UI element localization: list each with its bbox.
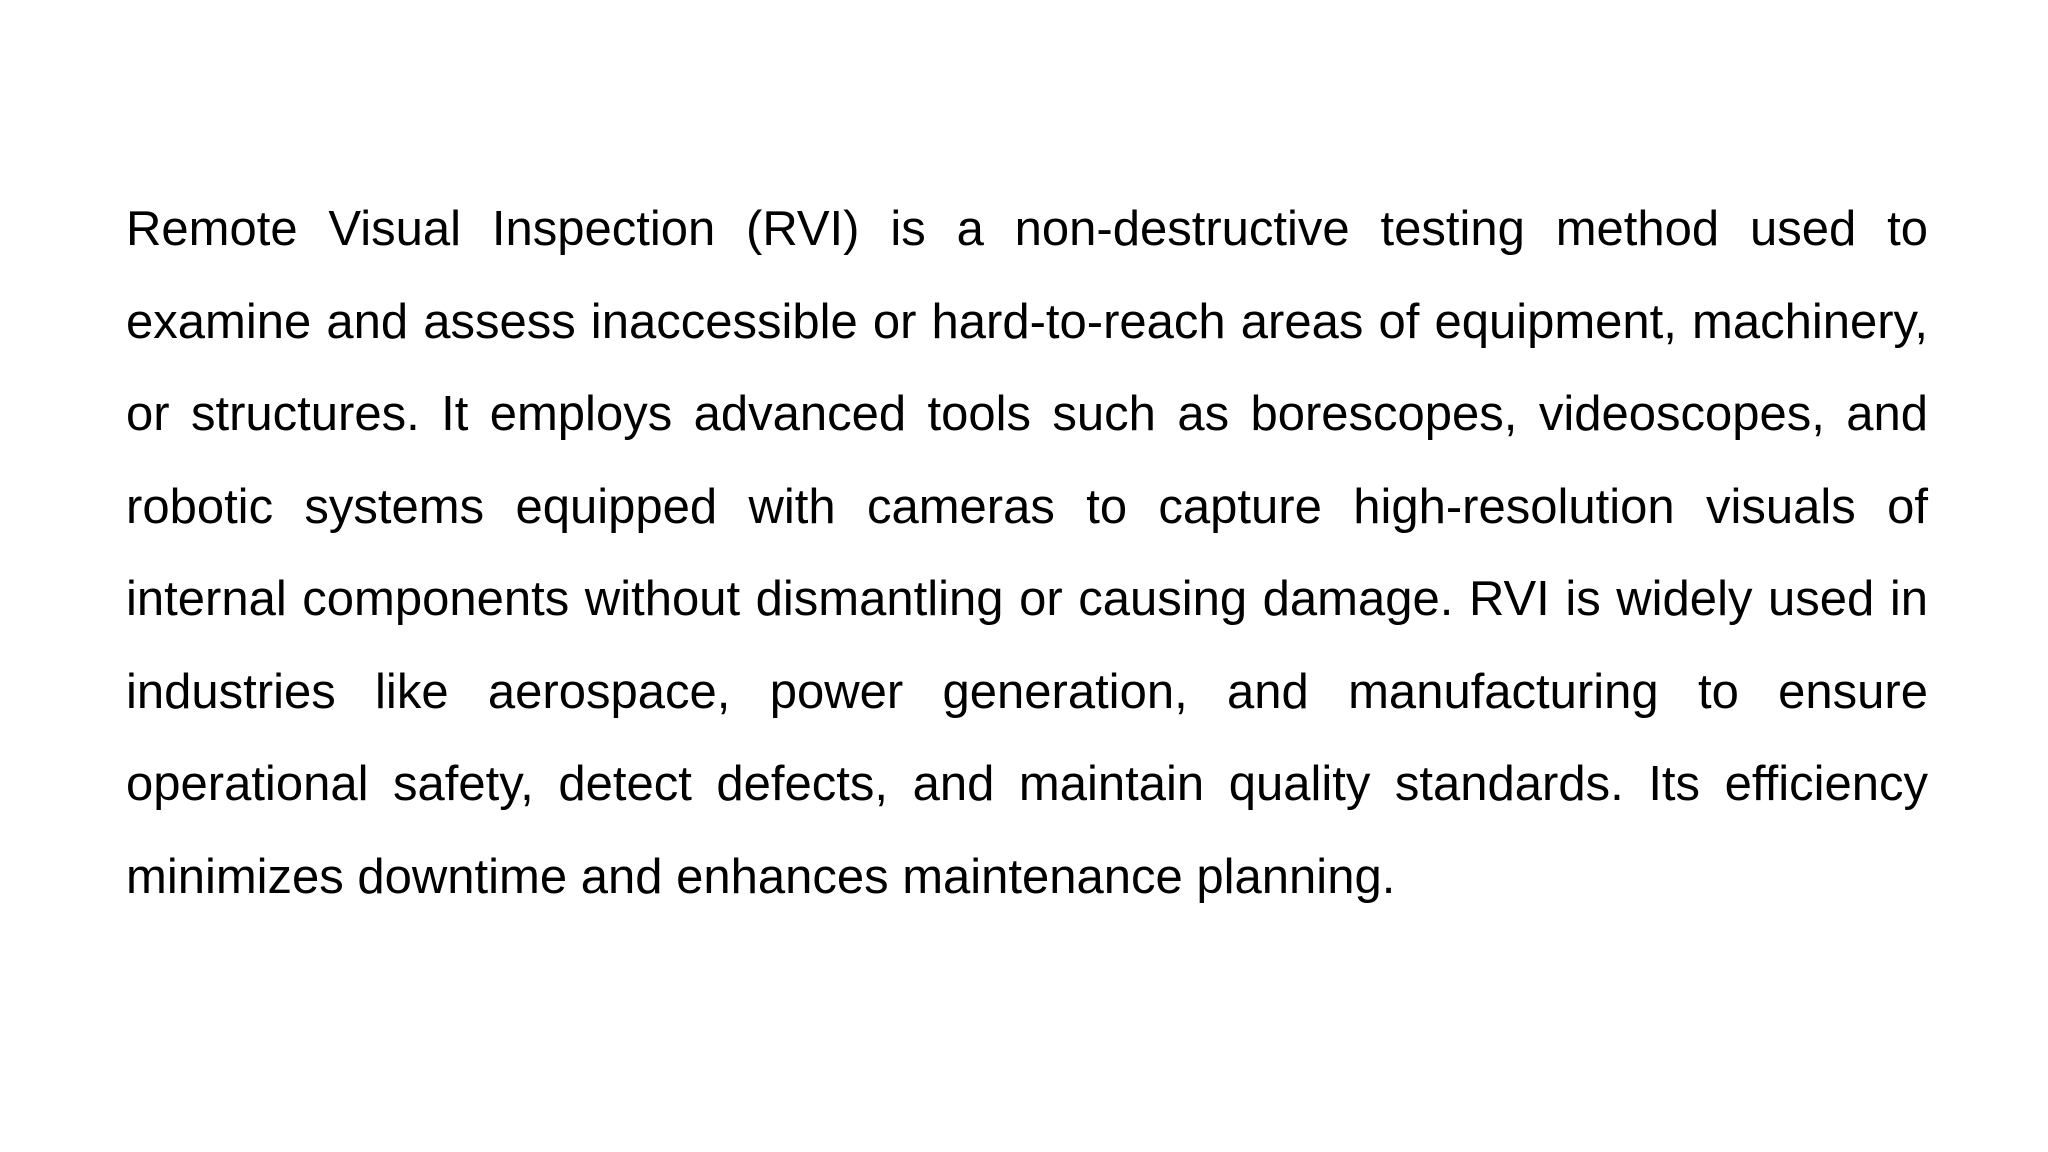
body-paragraph: Remote Visual Inspection (RVI) is a non-destructive testing method used to examine and assess inaccessible or hard-to-reach areas of equipment, machinery, or structures. It employs advanced tools such as borescopes, videoscopes, and robotic systems equipped with cameras to capture high-resolution visuals of internal components without dismantling or causing damage. RVI is widely used in industries like aerospace, power generation, and manufacturing to ensure operational safety, detect defects, and maintain quality standards. Its efficiency minimizes downtime and enhances maintenance planning. [126, 202, 1928, 904]
